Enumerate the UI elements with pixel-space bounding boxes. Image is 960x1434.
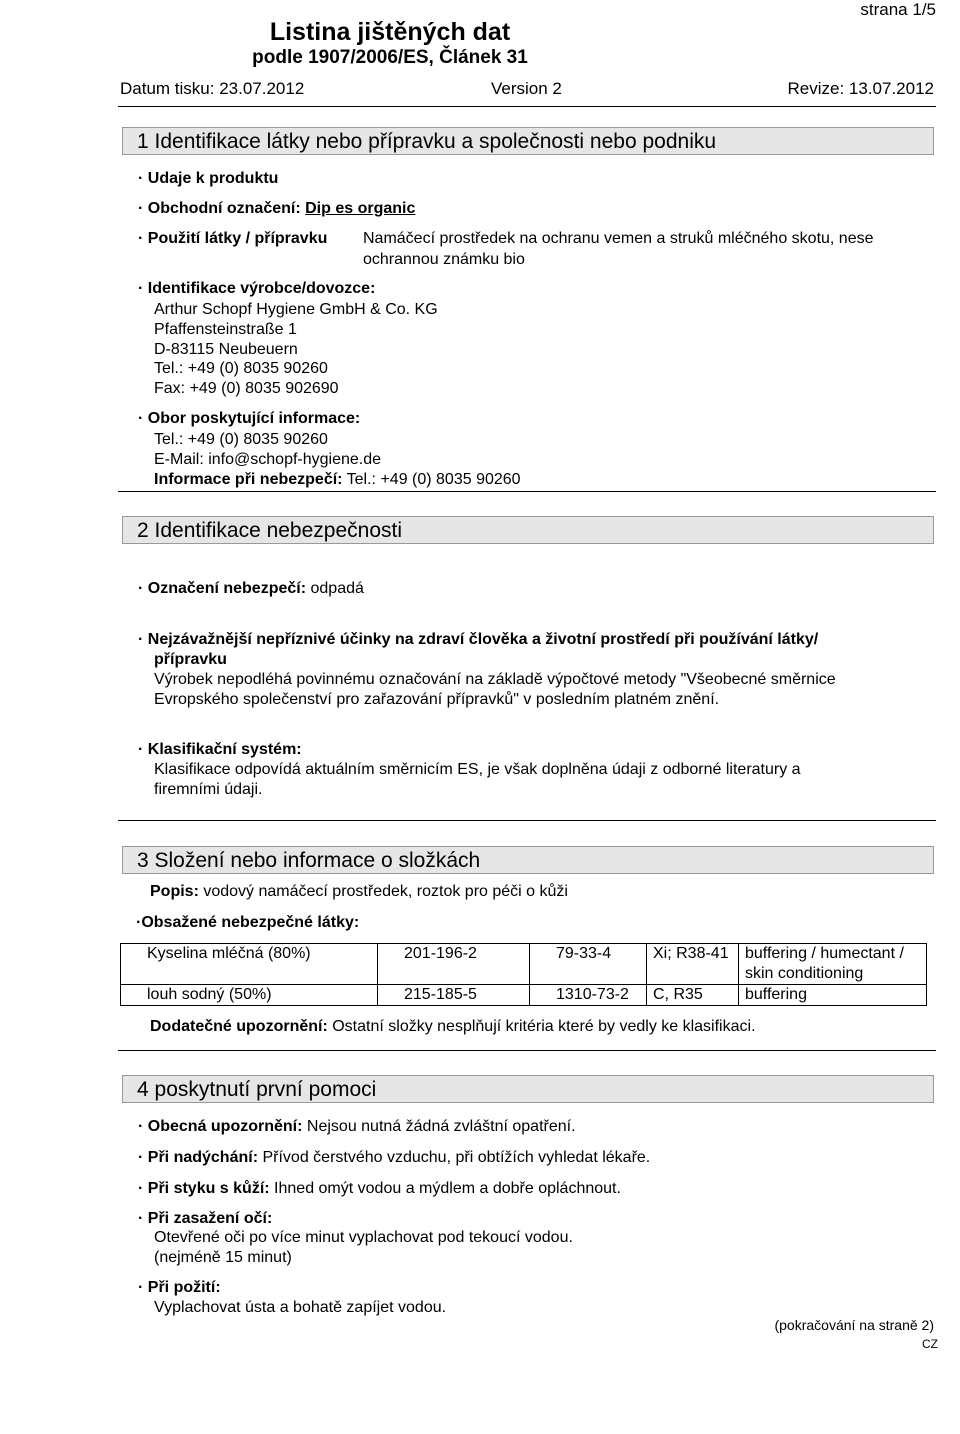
info-email: E-Mail: info@schopf-hygiene.de — [154, 451, 382, 468]
ingestion-text: Vyplachovat ústa a bohatě zapíjet vodou. — [154, 1299, 447, 1316]
language-code: CZ — [922, 1337, 938, 1351]
info-label: · Obor poskytující informace: — [138, 410, 361, 427]
ec-number: 201-196-2 — [378, 944, 530, 985]
skin-row — [138, 1179, 621, 1199]
effects-label-1: · Nejzávažnější nepříznivé účinky na zdraví člověka a životní prostředí při používání látky/ — [138, 631, 819, 648]
note-value: Ostatní složky nesplňují kritéria které by vedly ke klasifikaci. — [332, 1018, 756, 1035]
inhalation-value: Přívod čerstvého vzduchu, při obtížích vyhledat lékaře. — [262, 1149, 651, 1166]
skin-label: · Při styku s kůží: — [138, 1180, 270, 1197]
document-title: Listina jištěných dat — [269, 18, 511, 46]
classification: C, R35 — [647, 985, 739, 1006]
company-name: Arthur Schopf Hygiene GmbH & Co. KG — [154, 301, 438, 318]
company-fax: Fax: +49 (0) 8035 902690 — [154, 380, 339, 397]
skin-value: Ihned omýt vodou a mýdlem a dobře opláchnout. — [274, 1180, 621, 1197]
usage-line-1: Namáčecí prostředek na ochranu vemen a struků mléčného skotu, nese — [363, 230, 874, 247]
section-3-header — [122, 846, 934, 874]
note-label: Dodatečné upozornění: — [150, 1018, 328, 1035]
eye-label: · Při zasažení očí: — [138, 1210, 273, 1227]
effects-text-1: Výrobek nepodléhá povinnému označování na základě výpočtové metody "Všeobecné směrnice — [154, 671, 836, 688]
substance-name: Kyselina mléčná (80%) — [121, 944, 378, 985]
effects-text-2: Evropského společenství pro zařazování přípravků" v posledním platném znění. — [154, 691, 720, 708]
hazard-row — [138, 579, 364, 599]
section-3-rule — [118, 1050, 936, 1051]
general-value: Nejsou nutná žádná zvláštní opatření. — [306, 1118, 576, 1135]
version: Version 2 — [491, 79, 562, 98]
function-line-2: skin conditioning — [745, 965, 864, 982]
document-subtitle: podle 1907/2006/ES, Článek 31 — [252, 47, 528, 68]
ec-number: 215-185-5 — [378, 985, 530, 1006]
classification: Xi; R38-41 — [647, 944, 739, 985]
general-row — [138, 1117, 576, 1137]
description-row — [150, 882, 568, 902]
trade-name-label: · Obchodní označení: — [138, 200, 301, 217]
section-2-title: 2 Identifikace nebezpečnosti — [137, 519, 403, 542]
section-1-header — [122, 127, 934, 155]
manufacturer-label: · Identifikace výrobce/dovozce: — [138, 280, 376, 297]
section-3-title: 3 Složení nebo informace o složkách — [137, 849, 481, 872]
substance-name: louh sodný (50%) — [121, 985, 378, 1006]
function-line-1: buffering / humectant / — [745, 945, 904, 962]
info-tel: Tel.: +49 (0) 8035 90260 — [154, 431, 328, 448]
description-value: vodový namáčecí prostředek, roztok pro péči o kůži — [203, 883, 568, 900]
emergency-tel: Tel.: +49 (0) 8035 90260 — [346, 471, 521, 488]
inhalation-row — [138, 1148, 650, 1168]
revision-date: Revize: 13.07.2012 — [787, 79, 934, 98]
classification-text-2: firemními údaji. — [154, 781, 263, 798]
section-2-rule — [118, 820, 936, 821]
hazard-label: · Označení nebezpečí: — [138, 580, 307, 597]
ingestion-label: · Při požití: — [138, 1279, 221, 1296]
cas-number: 1310-73-2 — [530, 985, 647, 1006]
eye-text-2: (nejméně 15 minut) — [154, 1249, 292, 1266]
effects-label-2: přípravku — [154, 651, 227, 668]
substances-table — [120, 943, 927, 1006]
usage-label: · Použití látky / přípravku — [138, 230, 328, 247]
product-label: · Udaje k produktu — [138, 170, 279, 187]
substances-label: ·Obsažené nebezpečné látky: — [136, 914, 360, 931]
function — [739, 944, 927, 985]
classification-text-1: Klasifikace odpovídá aktuálním směrnicím ES, je však doplněna údaji z odborné literatury a — [154, 761, 801, 778]
section-1-rule — [118, 491, 936, 492]
emergency-row — [154, 470, 521, 490]
inhalation-label: · Při nadýchání: — [138, 1149, 259, 1166]
company-tel: Tel.: +49 (0) 8035 90260 — [154, 360, 328, 377]
eye-text-1: Otevřené oči po více minut vyplachovat pod tekoucí vodou. — [154, 1229, 573, 1246]
section-1-title: 1 Identifikace látky nebo přípravku a společnosti nebo podniku — [137, 130, 717, 153]
company-street: Pfaffensteinstraße 1 — [154, 321, 297, 338]
emergency-label: Informace při nebezpečí: — [154, 471, 343, 488]
function: buffering — [739, 985, 927, 1006]
company-city: D-83115 Neubeuern — [154, 341, 298, 358]
trade-name: Dip es organic — [305, 200, 416, 217]
classification-label: · Klasifikační systém: — [138, 741, 302, 758]
general-label: · Obecná upozornění: — [138, 1118, 303, 1135]
section-4-title: 4 poskytnutí první pomoci — [137, 1078, 377, 1101]
description-label: Popis: — [150, 883, 199, 900]
note-row — [150, 1017, 756, 1037]
continued-note: (pokračování na straně 2) — [774, 1317, 934, 1333]
header-rule — [118, 106, 936, 107]
trade-name-row — [138, 199, 415, 219]
cas-number: 79-33-4 — [530, 944, 647, 985]
table-row — [121, 985, 927, 1006]
table-row — [121, 944, 927, 985]
page-number: strana 1/5 — [860, 0, 936, 19]
hazard-value: odpadá — [310, 580, 364, 597]
print-date: Datum tisku: 23.07.2012 — [120, 79, 305, 98]
section-2-header — [122, 516, 934, 544]
usage-line-2: ochrannou známku bio — [363, 251, 525, 268]
section-4-header — [122, 1075, 934, 1103]
